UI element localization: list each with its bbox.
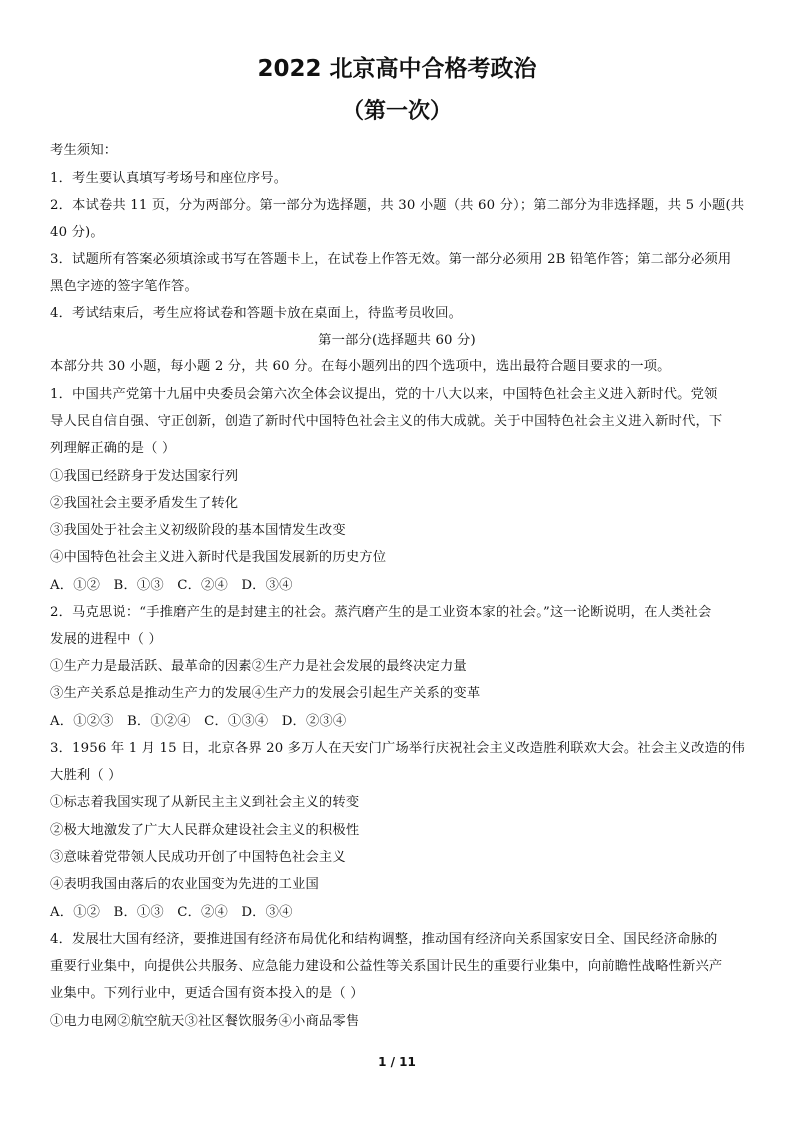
notice-heading: 考生须知： xyxy=(50,143,118,158)
page-subtitle: （第一次） xyxy=(341,99,452,124)
section-heading: 第一部分(选择题共 60 分) xyxy=(318,333,476,348)
notice-item-3-cont: 黑色字迹的签字笔作答。 xyxy=(50,279,198,294)
q1-stem-cont: 导人民自信自强、守正创新，创造了新时代中国特色社会主义的伟大成就。关于中国特色社会主义进入新时代，下 xyxy=(50,414,723,429)
q3-options: A．①② B．①③ C．②④ D．③④ xyxy=(50,905,293,920)
q1-statement: ①我国已经跻身于发达国家行列 xyxy=(50,469,239,484)
q4-stem-cont: 重要行业集中，向提供公共服务、应急能力建设和公益性等关系国计民生的重要行业集中，向前瞻性战略性新兴产 xyxy=(50,959,723,974)
q2-options: A．①②③ B．①②④ C．①③④ D．②③④ xyxy=(50,714,347,729)
q2-statement: ③生产关系总是推动生产力的发展④生产力的发展会引起生产关系的变革 xyxy=(50,686,481,701)
notice-item-4: 4．考试结束后，考生应将试卷和答题卡放在桌面上，待监考员收回。 xyxy=(50,306,463,321)
notice-item-3: 3．试题所有答案必须填涂或书写在答题卡上，在试卷上作答无效。第一部分必须用 2B 铅笔作答；第二部分必须用 xyxy=(50,252,732,267)
q1-statement: ③我国处于社会主义初级阶段的基本国情发生改变 xyxy=(50,523,346,538)
notice-item-2-cont: 40 分)。 xyxy=(50,225,104,240)
q4-stem-cont: 业集中。下列行业中，更适合国有资本投入的是（ ） xyxy=(50,986,364,1001)
q2-statement: ①生产力是最活跃、最革命的因素②生产力是社会发展的最终决定力量 xyxy=(50,659,467,674)
q4-statements: ①电力电网②航空航天③社区餐饮服务④小商品零售 xyxy=(50,1014,360,1029)
q1-statement: ②我国社会主要矛盾发生了转化 xyxy=(50,496,239,511)
q1-stem-cont: 列理解正确的是（ ） xyxy=(50,441,176,456)
notice-item-1: 1．考生要认真填写考场号和座位序号。 xyxy=(50,171,288,186)
page-number: 1 / 11 xyxy=(378,1055,416,1069)
q2-stem: 2．马克思说：“手推磨产生的是封建主的社会。蒸汽磨产生的是工业资本家的社会。”这一论断说明，在人类社会 xyxy=(50,605,712,620)
q3-statement: ④表明我国由落后的农业国变为先进的工业国 xyxy=(50,877,319,892)
q2-stem-cont: 发展的进程中（ ） xyxy=(50,632,162,647)
page-title: 2022 北京高中合格考政治 xyxy=(257,56,537,82)
q1-statement: ④中国特色社会主义进入新时代是我国发展新的历史方位 xyxy=(50,550,387,565)
notice-item-2: 2．本试卷共 11 页，分为两部分。第一部分为选择题，共 30 小题（共 60 分）；第二部分为非选择题，共 5 小题(共 xyxy=(50,198,745,213)
q4-stem: 4．发展壮大国有经济，要推进国有经济布局优化和结构调整，推动国有经济向关系国家安日全、国民经济命脉的 xyxy=(50,932,718,947)
q3-statement: ②极大地激发了广大人民群众建设社会主义的积极性 xyxy=(50,823,360,838)
q3-statement: ①标志着我国实现了从新民主主义到社会主义的转变 xyxy=(50,795,360,810)
section-instructions: 本部分共 30 小题，每小题 2 分，共 60 分。在每小题列出的四个选项中，选出最符合题目要求的一项。 xyxy=(50,359,671,374)
q1-options: A．①② B．①③ C．②④ D．③④ xyxy=(50,578,293,593)
q3-statement: ③意味着党带领人民成功开创了中国特色社会主义 xyxy=(50,850,346,865)
q3-stem: 3．1956 年 1 月 15 日，北京各界 20 多万人在天安门广场举行庆祝社会主义改造胜利联欢大会。社会主义改造的伟 xyxy=(50,741,745,756)
q3-stem-cont: 大胜利（ ） xyxy=(50,768,122,783)
q1-stem: 1．中国共产党第十九届中央委员会第六次全体会议提出，党的十八大以来，中国特色社会主义进入新时代。党领 xyxy=(50,387,718,402)
